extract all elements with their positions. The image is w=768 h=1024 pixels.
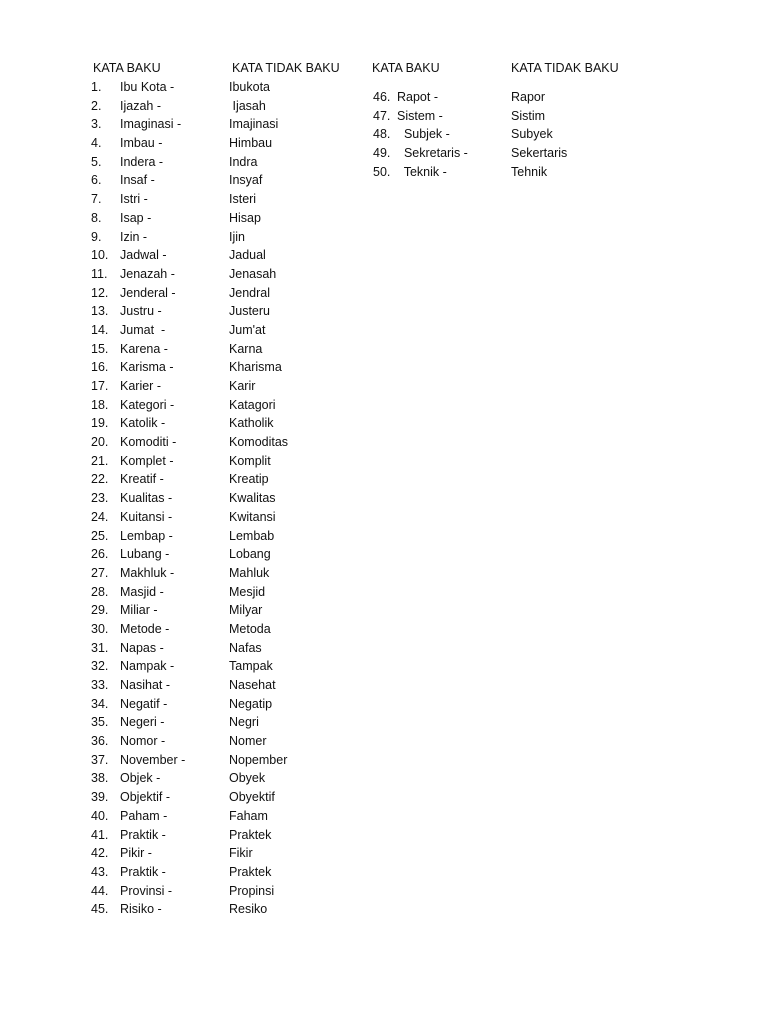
kata-tidak-baku: Milyar xyxy=(229,603,263,618)
item-number: 8. xyxy=(91,210,102,225)
item-number: 6. xyxy=(91,173,102,188)
item-number: 9. xyxy=(91,229,102,244)
kata-baku: November - xyxy=(120,752,186,767)
header-kata-baku-left: KATA BAKU xyxy=(93,61,161,75)
kata-baku: Negatif - xyxy=(120,696,168,711)
kata-baku: Ibu Kota - xyxy=(120,80,175,94)
kata-tidak-baku: Mahluk xyxy=(229,565,270,580)
kata-baku: Ijazah - xyxy=(120,98,161,113)
item-number: 33. xyxy=(91,678,109,692)
kata-baku: Praktik - xyxy=(120,864,166,879)
kata-baku: Katolik - xyxy=(120,416,166,431)
header-kata-tidak-baku-left: KATA TIDAK BAKU xyxy=(232,61,340,75)
kata-baku: Lembap - xyxy=(120,528,173,543)
kata-tidak-baku: Komoditas xyxy=(229,435,289,450)
kata-baku: Jumat - xyxy=(120,322,166,337)
kata-tidak-baku: Metoda xyxy=(229,621,271,636)
kata-tidak-baku: Rapor xyxy=(511,90,546,104)
kata-baku: Risiko - xyxy=(120,902,162,917)
item-number: 16. xyxy=(91,360,109,375)
item-number: 12. xyxy=(91,285,109,300)
kata-baku: Nomor - xyxy=(120,734,166,749)
kata-tidak-baku: Ijasah xyxy=(229,98,266,113)
kata-baku: Praktik - xyxy=(120,827,166,842)
kata-baku: Komplet - xyxy=(120,453,174,468)
kata-tidak-baku: Ijin xyxy=(229,229,245,244)
item-number: 50. xyxy=(373,164,391,179)
kata-baku: Indera - xyxy=(120,154,164,169)
kata-tidak-baku: Karna xyxy=(229,341,263,356)
kata-baku: Provinsi - xyxy=(120,883,173,898)
item-number: 26. xyxy=(91,547,109,562)
kata-tidak-baku: Subyek xyxy=(511,127,553,142)
item-number: 15. xyxy=(91,341,109,356)
kata-baku: Objek - xyxy=(120,771,161,786)
kata-baku: Kategori - xyxy=(120,397,175,412)
kata-tidak-baku: Lembab xyxy=(229,528,275,543)
kata-tidak-baku: Katholik xyxy=(229,416,274,431)
item-number: 31. xyxy=(91,640,109,655)
item-number: 24. xyxy=(91,509,109,524)
kata-tidak-baku: Imajinasi xyxy=(229,117,279,132)
item-number: 45. xyxy=(91,902,109,917)
item-number: 32. xyxy=(91,659,109,674)
kata-baku: Nasihat - xyxy=(120,678,171,692)
kata-baku: Teknik - xyxy=(397,164,447,179)
kata-tidak-baku: Himbau xyxy=(229,136,273,151)
item-number: 30. xyxy=(91,621,109,636)
item-number: 13. xyxy=(91,304,109,319)
kata-tidak-baku: Hisap xyxy=(229,210,261,225)
item-number: 20. xyxy=(91,435,109,450)
item-number: 10. xyxy=(91,248,109,263)
kata-baku: Isap - xyxy=(120,210,152,225)
kata-baku: Metode - xyxy=(120,621,170,636)
item-number: 23. xyxy=(91,491,109,506)
item-number: 14. xyxy=(91,322,109,337)
kata-baku: Izin - xyxy=(120,229,148,244)
item-number: 41. xyxy=(91,827,109,842)
kata-baku: Kuitansi - xyxy=(120,509,173,524)
kata-baku: Subjek - xyxy=(397,127,450,142)
kata-baku: Lubang - xyxy=(120,547,170,562)
item-number: 7. xyxy=(91,192,102,207)
kata-baku: Sekretaris - xyxy=(397,146,468,161)
item-number: 22. xyxy=(91,472,109,487)
kata-baku: Negeri - xyxy=(120,715,165,730)
item-number: 37. xyxy=(91,752,109,767)
header-kata-baku-right: KATA BAKU xyxy=(372,61,440,75)
kata-tidak-baku: Karir xyxy=(229,379,256,393)
item-number: 39. xyxy=(91,790,109,805)
kata-baku: Komoditi - xyxy=(120,435,177,450)
kata-tidak-baku: Insyaf xyxy=(229,173,263,188)
item-number: 27. xyxy=(91,565,109,580)
item-number: 29. xyxy=(91,603,109,618)
item-number: 11. xyxy=(91,266,108,281)
item-number: 49. xyxy=(373,146,391,161)
kata-baku: Imbau - xyxy=(120,136,163,151)
item-number: 42. xyxy=(91,846,109,861)
kata-tidak-baku: Nafas xyxy=(229,640,262,655)
kata-tidak-baku: Praktek xyxy=(229,864,272,879)
item-number: 1. xyxy=(91,80,102,94)
item-number: 47. xyxy=(373,108,391,123)
kata-tidak-baku: Jum'at xyxy=(229,322,266,337)
kata-tidak-baku: Sekertaris xyxy=(511,146,568,161)
kata-tidak-baku: Justeru xyxy=(229,304,270,319)
kata-tidak-baku: Kreatip xyxy=(229,472,269,487)
kata-baku: Napas - xyxy=(120,640,164,655)
kata-baku: Karisma - xyxy=(120,360,174,375)
item-number: 48. xyxy=(373,127,391,142)
kata-tidak-baku: Kwalitas xyxy=(229,491,276,506)
kata-tidak-baku: Jendral xyxy=(229,285,270,300)
kata-baku: Jadwal - xyxy=(120,248,167,263)
kata-tidak-baku: Obyektif xyxy=(229,790,275,805)
kata-tidak-baku: Resiko xyxy=(229,902,268,917)
kata-tidak-baku: Nopember xyxy=(229,752,288,767)
item-number: 18. xyxy=(91,397,109,412)
item-number: 44. xyxy=(91,883,109,898)
kata-tidak-baku: Praktek xyxy=(229,827,272,842)
item-number: 19. xyxy=(91,416,109,431)
item-number: 43. xyxy=(91,864,109,879)
kata-tidak-baku: Negatip xyxy=(229,696,273,711)
kata-baku: Objektif - xyxy=(120,790,171,805)
kata-tidak-baku: Sistim xyxy=(511,108,546,123)
item-number: 2. xyxy=(91,98,102,113)
kata-baku: Karier - xyxy=(120,379,161,393)
item-number: 40. xyxy=(91,808,109,823)
item-number: 17. xyxy=(91,379,109,393)
kata-baku: Masjid - xyxy=(120,584,164,599)
kata-tidak-baku: Tehnik xyxy=(511,164,548,179)
kata-tidak-baku: Mesjid xyxy=(229,584,266,599)
item-number: 36. xyxy=(91,734,109,749)
item-number: 4. xyxy=(91,136,102,151)
kata-tidak-baku: Negri xyxy=(229,715,259,730)
kata-baku: Karena - xyxy=(120,341,168,356)
kata-tidak-baku: Lobang xyxy=(229,547,271,562)
kata-baku: Paham - xyxy=(120,808,168,823)
item-number: 35. xyxy=(91,715,109,730)
item-number: 3. xyxy=(91,117,102,132)
kata-baku: Kualitas - xyxy=(120,491,173,506)
kata-baku: Imaginasi - xyxy=(120,117,182,132)
item-number: 21. xyxy=(91,453,109,468)
kata-tidak-baku: Komplit xyxy=(229,453,271,468)
kata-baku: Nampak - xyxy=(120,659,175,674)
kata-baku: Rapot - xyxy=(397,90,438,104)
kata-baku: Insaf - xyxy=(120,173,155,188)
item-number: 5. xyxy=(91,154,102,169)
kata-tidak-baku: Isteri xyxy=(229,192,257,207)
kata-baku: Miliar - xyxy=(120,603,158,618)
item-number: 34. xyxy=(91,696,109,711)
kata-tidak-baku: Propinsi xyxy=(229,883,275,898)
kata-baku: Istri - xyxy=(120,192,148,207)
item-number: 25. xyxy=(91,528,109,543)
item-number: 38. xyxy=(91,771,109,786)
kata-tidak-baku: Nasehat xyxy=(229,678,276,692)
item-number: 46. xyxy=(373,90,391,104)
kata-tidak-baku: Ibukota xyxy=(229,80,271,94)
kata-tidak-baku: Faham xyxy=(229,808,268,823)
kata-tidak-baku: Tampak xyxy=(229,659,273,674)
kata-baku: Jenazah - xyxy=(120,266,175,281)
kata-baku: Makhluk - xyxy=(120,565,175,580)
kata-tidak-baku: Kharisma xyxy=(229,360,282,375)
kata-tidak-baku: Jadual xyxy=(229,248,266,263)
kata-tidak-baku: Kwitansi xyxy=(229,509,276,524)
kata-tidak-baku: Nomer xyxy=(229,734,267,749)
kata-baku: Sistem - xyxy=(397,108,443,123)
kata-baku: Jenderal - xyxy=(120,285,176,300)
header-kata-tidak-baku-right: KATA TIDAK BAKU xyxy=(511,61,619,75)
kata-tidak-baku: Indra xyxy=(229,154,258,169)
kata-baku: Kreatif - xyxy=(120,472,164,487)
kata-tidak-baku: Fikir xyxy=(229,846,253,861)
kata-baku: Justru - xyxy=(120,304,162,319)
item-number: 28. xyxy=(91,584,109,599)
kata-tidak-baku: Obyek xyxy=(229,771,266,786)
kata-tidak-baku: Jenasah xyxy=(229,266,277,281)
kata-baku: Pikir - xyxy=(120,846,152,861)
kata-tidak-baku: Katagori xyxy=(229,397,276,412)
